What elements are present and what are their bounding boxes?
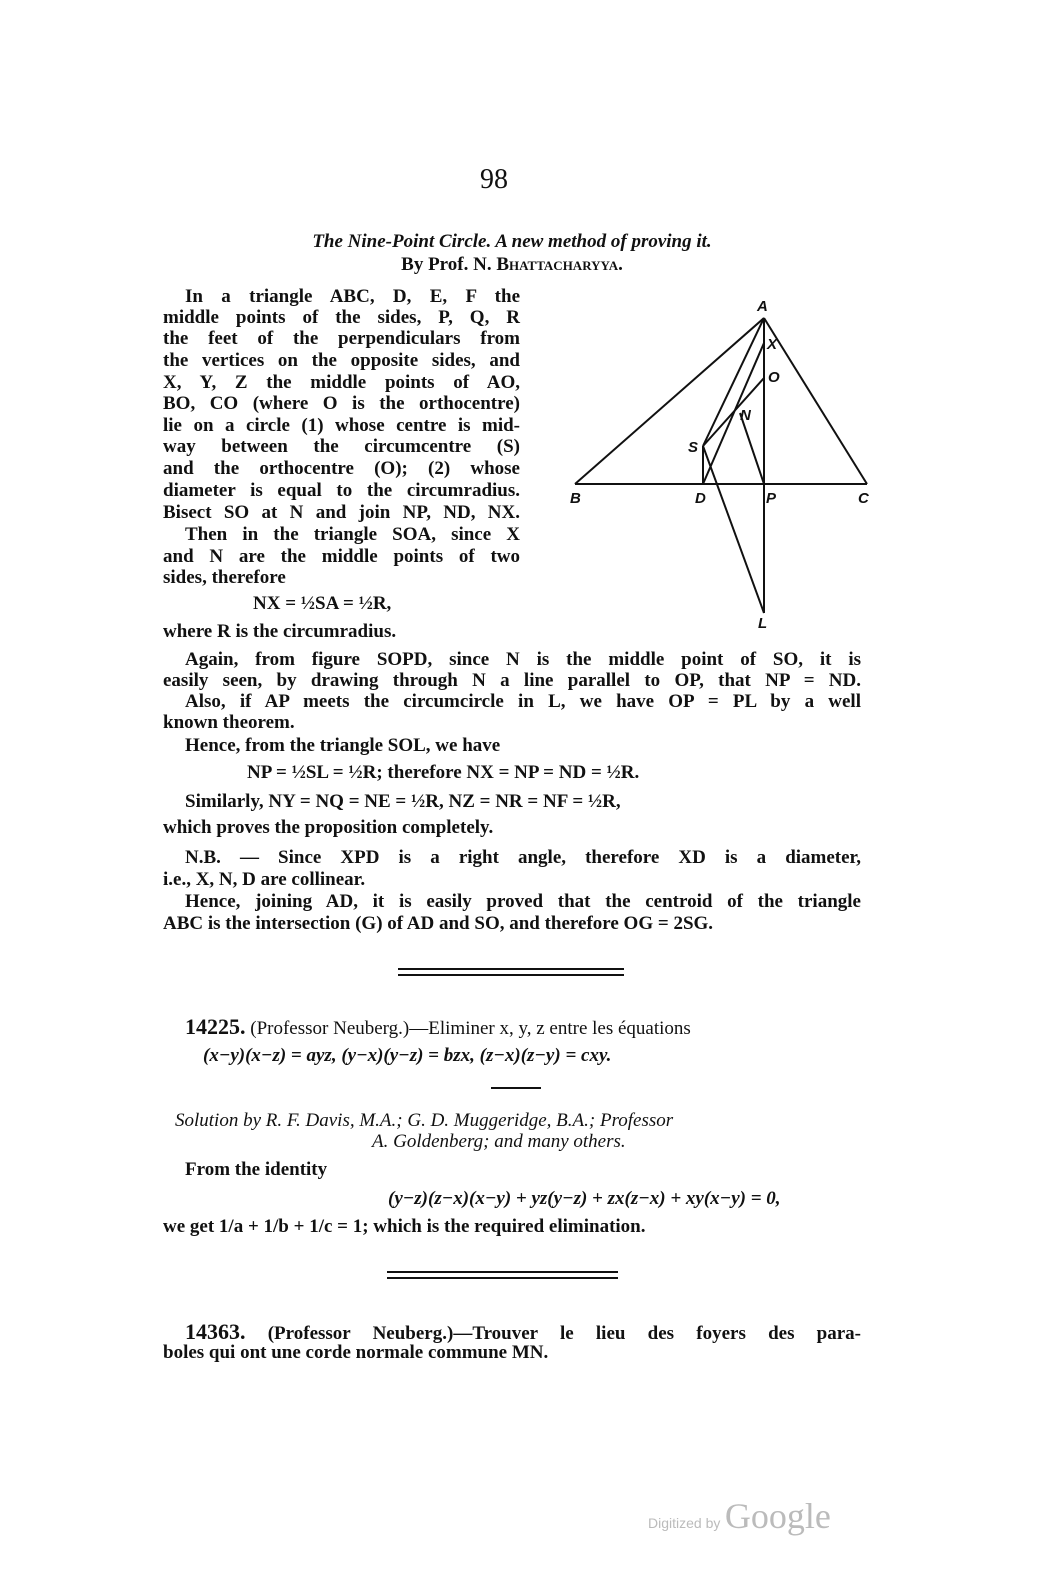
text-line: i.e., X, N, D are collinear. bbox=[163, 869, 366, 890]
text-line: diameter is equal to the circumradius. bbox=[163, 480, 520, 501]
digitized-watermark bbox=[648, 1495, 831, 1537]
equation: NX = ½SA = ½R, bbox=[253, 593, 392, 614]
triangle-diagram bbox=[550, 280, 870, 630]
text-line: Also, if AP meets the circumcircle in L, we have OP = PL by a well bbox=[185, 691, 861, 712]
question-text: (Professor Neuberg.)—Trouver le lieu des foyers des para- bbox=[267, 1323, 862, 1344]
text-line: lie on a circle (1) whose centre is mid- bbox=[163, 415, 520, 436]
label-l: L bbox=[758, 615, 768, 630]
article-byline bbox=[163, 254, 861, 276]
text-line: the feet of the perpendiculars from bbox=[163, 328, 520, 349]
page-number: 98 bbox=[480, 164, 508, 195]
text-line: N.B. — Since XPD is a right angle, therefore XD is a diameter, bbox=[185, 847, 861, 868]
line-sl bbox=[703, 446, 764, 613]
question-number: 14363. bbox=[185, 1319, 246, 1344]
text-line: BO, CO (where O is the orthocentre) bbox=[163, 393, 520, 414]
side-ab bbox=[575, 318, 764, 484]
label-x: X bbox=[767, 336, 778, 353]
text-line: the vertices on the opposite sides, and bbox=[163, 350, 520, 371]
question-proposer: (Professor Neuberg.)—Eliminer x, y, z entre les équations bbox=[250, 1018, 691, 1039]
label-p: P bbox=[766, 490, 777, 507]
text-line: where R is the circumradius. bbox=[163, 621, 397, 642]
text-line: middle points of the sides, P, Q, R bbox=[163, 307, 520, 328]
text-line: Again, from figure SOPD, since N is the middle point of SO, it is bbox=[185, 649, 861, 670]
label-s: S bbox=[688, 439, 699, 456]
question-number: 14225. bbox=[185, 1014, 246, 1039]
identity-equation: (y−z)(z−x)(x−y) + yz(y−z) + zx(z−x) + xy(x−y) = 0, bbox=[388, 1188, 781, 1209]
text-line: which proves the proposition completely. bbox=[163, 817, 494, 838]
text-line: way between the circumcentre (S) bbox=[163, 436, 520, 457]
label-d: D bbox=[695, 490, 706, 507]
equation: Similarly, NY = NQ = NE = ½R, NZ = NR = NF = ½R, bbox=[185, 791, 621, 812]
text-line: Bisect SO at N and join NP, ND, NX. bbox=[163, 502, 520, 523]
question-equations: (x−y)(x−z) = ayz, (y−x)(y−z) = bzx, (z−x)(z−y) = cxy. bbox=[203, 1045, 612, 1066]
text-line: Hence, joining AD, it is easily proved that the centroid of the triangle bbox=[185, 891, 861, 912]
short-divider bbox=[491, 1087, 541, 1089]
text-line: known theorem. bbox=[163, 712, 295, 733]
line-as bbox=[703, 318, 764, 446]
equation: NP = ½SL = ½R; therefore NX = NP = ND = ½R. bbox=[247, 762, 640, 783]
watermark-prefix: Digitized by bbox=[648, 1515, 721, 1531]
label-n: N bbox=[740, 407, 751, 424]
text-line: easily seen, by drawing through N a line parallel to OP, that NP = ND. bbox=[163, 670, 861, 691]
google-logo: Google bbox=[724, 1496, 831, 1536]
solution-credits-2: A. Goldenberg; and many others. bbox=[372, 1131, 626, 1152]
label-b: B bbox=[570, 490, 581, 507]
label-o: O bbox=[768, 369, 780, 386]
text-line: sides, therefore bbox=[163, 567, 286, 588]
text-line: ABC is the intersection (G) of AD and SO, and therefore OG = 2SG. bbox=[163, 913, 714, 934]
solution-credits: Solution by R. F. Davis, M.A.; G. D. Muggeridge, B.A.; Professor bbox=[175, 1110, 674, 1131]
text-line: Hence, from the triangle SOL, we have bbox=[185, 735, 501, 756]
section-divider bbox=[387, 1271, 618, 1279]
side-ac bbox=[764, 318, 867, 484]
byline-prefix: By Prof. N. bbox=[401, 254, 497, 275]
section-divider bbox=[398, 968, 624, 976]
text-line: In a triangle ABC, D, E, F the bbox=[185, 286, 520, 307]
label-a: A bbox=[757, 298, 768, 315]
article-title: The Nine-Point Circle. A new method of proving it. bbox=[312, 231, 712, 252]
question-14225-header bbox=[185, 1016, 691, 1040]
text-line: we get 1/a + 1/b + 1/c = 1; which is the required elimination. bbox=[163, 1216, 646, 1237]
text-line: X, Y, Z the middle points of AO, bbox=[163, 372, 520, 393]
author-name: Bhattacharyya. bbox=[496, 254, 623, 275]
text-line: Then in the triangle SOA, since X bbox=[185, 524, 520, 545]
text-line: boles qui ont une corde normale commune MN. bbox=[163, 1342, 549, 1363]
text-line: and the orthocentre (O); (2) whose bbox=[163, 458, 520, 479]
text-line: From the identity bbox=[185, 1159, 328, 1180]
text-line: and N are the middle points of two bbox=[163, 546, 520, 567]
label-c: C bbox=[858, 490, 869, 507]
